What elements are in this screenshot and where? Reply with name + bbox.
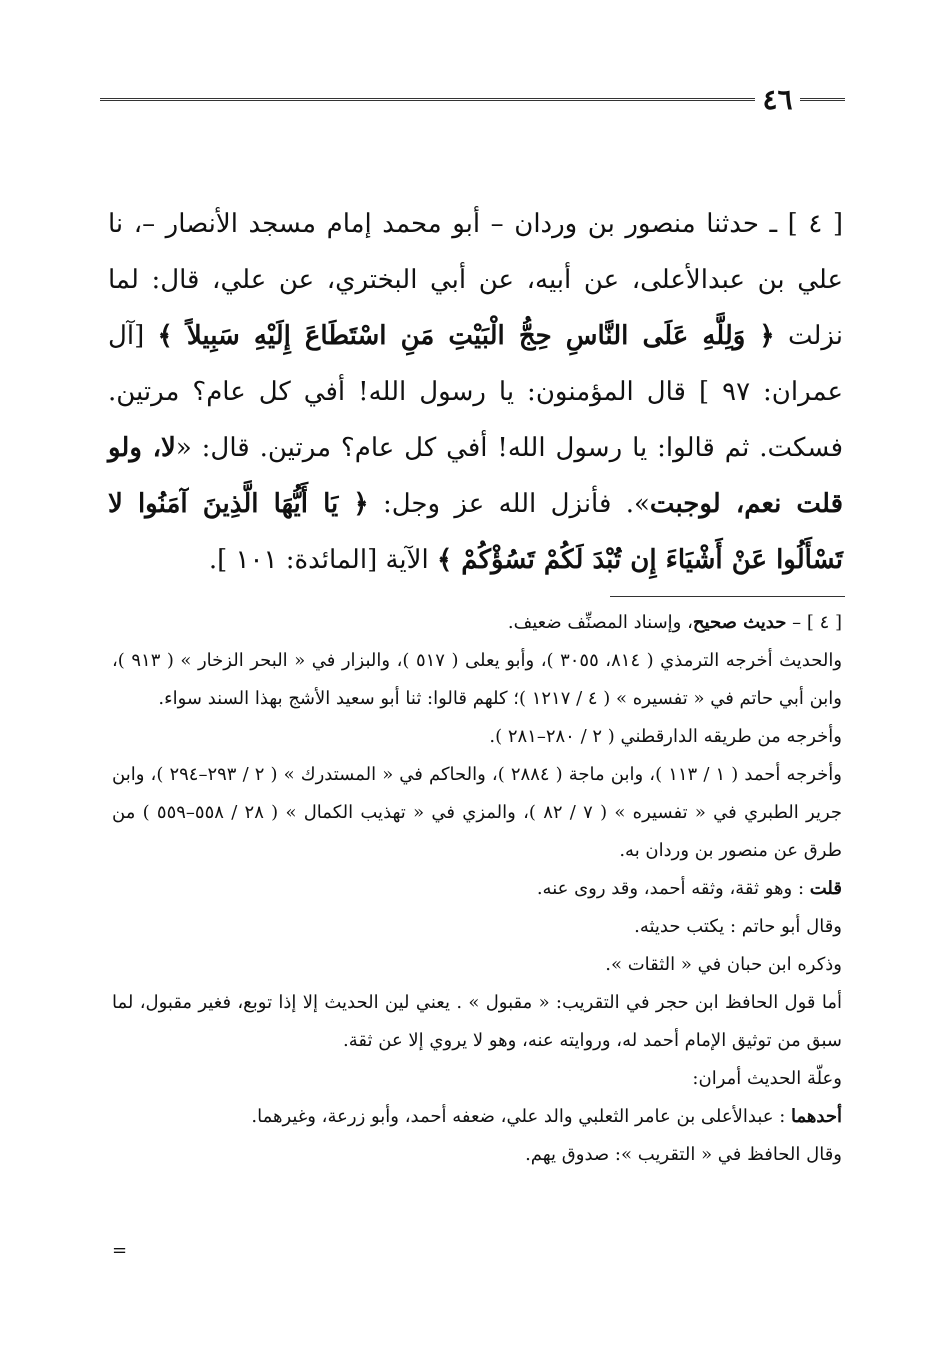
prophet-reply: لا، ولو قلت نعم، لوجبت — [108, 433, 843, 519]
hadith-isnad: [ ٤ ] ـ حدثنا منصور بن وردان – أبو محمد إمام مسجد الأنصار –، نا علي بن عبدالأعلى، عن أبيه، عن أبي البختري، عن علي، قال: لما نزلت — [108, 209, 843, 351]
header-rule-right — [800, 98, 845, 101]
grade-note: ، وإسناد المصنِّف ضعيف. — [507, 612, 693, 633]
footnote-taqrib: وقال الحافظ في « التقريب »: صدوق يهم. — [525, 1144, 842, 1165]
quran-verse-1: ﴿ وَلِلَّهِ عَلَى النَّاسِ حِجُّ الْبَيْتِ مَنِ اسْتَطَاعَ إِلَيْهِ سَبِيلاً ﴾ — [157, 321, 775, 351]
page-number: ٤٦ — [762, 83, 793, 116]
footnote-marker: [ ٤ ] – — [786, 612, 842, 633]
grade-label: حديث صحيح — [692, 612, 787, 633]
hadith-paragraph — [108, 196, 843, 588]
page-header — [100, 83, 845, 124]
comment-label: قلت — [809, 878, 842, 899]
continuation-mark: = — [112, 1240, 128, 1261]
footnote-separator — [610, 596, 845, 597]
hadith-text-1: [آل عمران: ٩٧ ] قال المؤمنون: يا رسول الله! أفي كل عام؟ مرتين. فسكت. ثم قالوا: يا رسول الله! أفي كل عام؟ مرتين. قال: « — [108, 321, 844, 463]
footnote-abu-hatim: وقال أبو حاتم : يكتب حديثه. — [634, 916, 842, 937]
verse-reference: الآية [المائدة: ١٠١ ]. — [208, 545, 437, 575]
footnote-takhrij-2: وأخرجه من طريقه الدارقطني ( ٢ / ٢٨٠–٢٨١ ). — [489, 726, 842, 747]
footnote-ibn-hajar: أما قول الحافظ ابن حجر في التقريب: « مقبول » . يعني لين الحديث إلا إذا توبع، فغير مقبول، لما سبق من توثيق الإمام أحمد له، وروايته عنه، وهو لا يروي إلا عن ثقة. — [112, 992, 842, 1051]
first-reason-label: أحدهما — [791, 1106, 842, 1127]
footnotes — [112, 604, 842, 1174]
hadith-text-2: ». فأنزل الله عز وجل: — [368, 489, 650, 519]
main-text — [108, 196, 843, 588]
footnote-takhrij-1: والحديث أخرجه الترمذي ( ٨١٤، ٣٠٥٥ )، وأبو يعلى ( ٥١٧ )، والبزار في « البحر الزخار » ( ٩١٣ )، وابن أبي حاتم في « تفسيره » ( ٤ / ١٢١٧ )؛ كلهم قالوا: ثنا أبو سعيد الأشج بهذا السند سواء. — [112, 650, 843, 709]
comment-text: : وهو ثقة، وثقه أحمد، وقد روى عنه. — [536, 878, 810, 899]
first-reason-text: : عبدالأعلى بن عامر الثعلبي والد علي، ضعفه أحمد، وأبو زرعة، وغيرهما. — [251, 1106, 792, 1127]
footnote-illah: وعلّة الحديث أمران: — [692, 1068, 842, 1089]
footnote-comment — [112, 870, 842, 908]
footnote-takhrij-3: وأخرجه أحمد ( ١ / ١١٣ )، وابن ماجة ( ٢٨٨٤ )، والحاكم في « المستدرك » ( ٢ / ٢٩٣–٢٩٤ )، وابن جرير الطبري في « تفسيره » ( ٧ / ٨٢ )، والمزي في « تهذيب الكمال » ( ٢٨ / ٥٥٨–٥٥٩ ) من طرق عن منصور بن وردان به. — [112, 764, 843, 861]
footnote-first-reason — [112, 1098, 842, 1136]
quran-verse-2: ﴿ يَا أَيُّهَا الَّذِينَ آمَنُوا لا تَسْأَلُوا عَنْ أَشْيَاءَ إِن تُبْدَ لَكُمْ تَسُؤْكُمْ ﴾ — [108, 489, 843, 575]
footnote-grade — [112, 604, 842, 642]
header-rule-left — [100, 98, 755, 101]
footnote-ibn-hibban: وذكره ابن حبان في « الثقات ». — [605, 954, 842, 975]
